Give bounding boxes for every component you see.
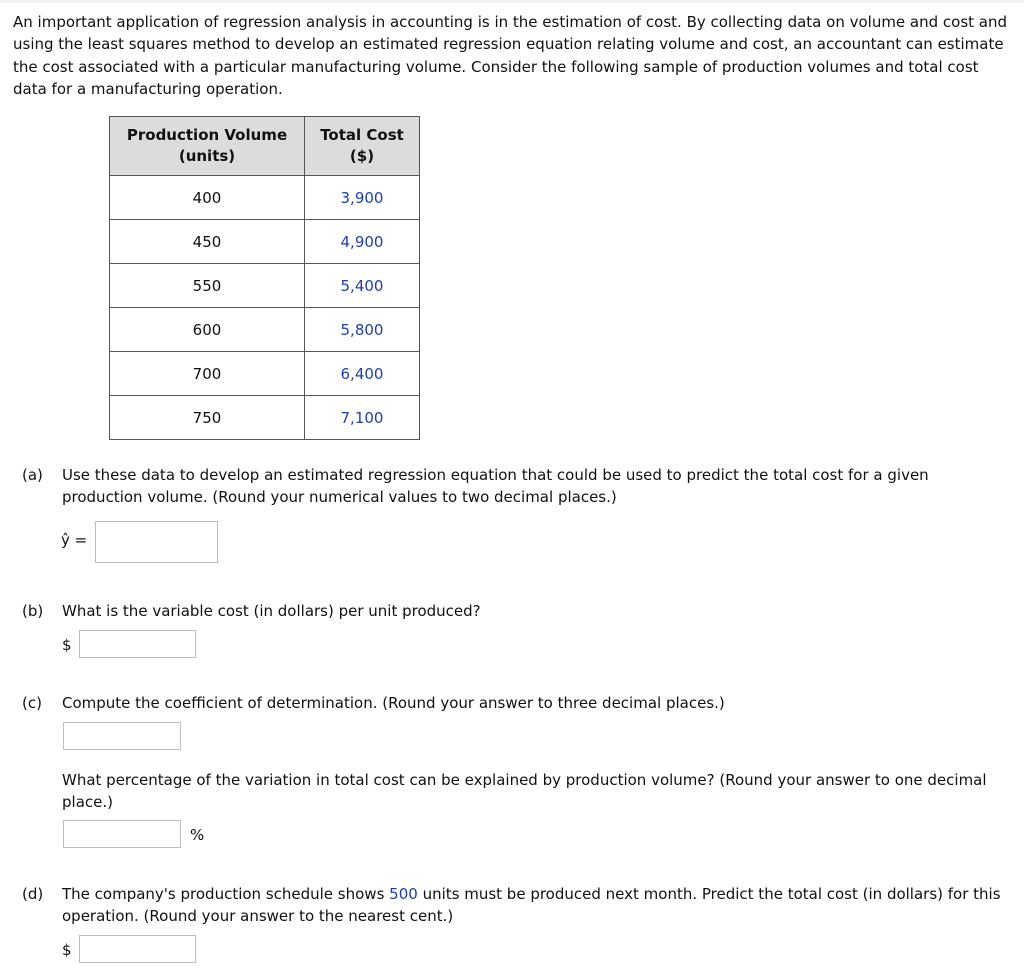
header-production-volume bbox=[110, 117, 305, 176]
table-row bbox=[110, 264, 420, 308]
header-volume-line2: (units) bbox=[178, 147, 236, 165]
question-b-letter: (b) bbox=[22, 602, 44, 620]
predicted-total-cost-input[interactable] bbox=[79, 935, 196, 963]
question-d-text bbox=[62, 883, 1002, 927]
top-divider bbox=[0, 0, 1024, 3]
table-row bbox=[110, 176, 420, 220]
y-hat-label: ŷ = bbox=[61, 531, 88, 549]
header-cost-line2: ($) bbox=[349, 147, 375, 165]
percentage-explained-input[interactable] bbox=[63, 820, 181, 848]
table-header-row bbox=[110, 117, 420, 176]
volume-cell: 600 bbox=[110, 308, 305, 352]
question-a-letter: (a) bbox=[22, 466, 43, 484]
header-volume-line1: Production Volume bbox=[126, 126, 288, 144]
table-row bbox=[110, 220, 420, 264]
intro-paragraph: An important application of regression analysis in accounting is in the estimation of cost. By collecting data on volume and cost and using the least squares method to develop an estimated regression equation relating volume and cost, an accountant can estimate the cost associated with a particular manufacturing volume. Consider the following sample of production volumes and total cost data for a manufacturing operation. bbox=[13, 13, 1008, 98]
regression-equation-input[interactable] bbox=[95, 521, 218, 563]
volume-cell: 450 bbox=[110, 220, 305, 264]
volume-cell: 750 bbox=[110, 396, 305, 440]
question-c-letter: (c) bbox=[22, 694, 42, 712]
cost-cell: 5,400 bbox=[305, 264, 420, 308]
volume-cell: 400 bbox=[110, 176, 305, 220]
coefficient-determination-input[interactable] bbox=[63, 722, 181, 750]
question-c-text: Compute the coefficient of determination. (Round your answer to three decimal places.) bbox=[62, 694, 725, 712]
question-b-text: What is the variable cost (in dollars) per unit produced? bbox=[62, 602, 481, 620]
cost-cell: 6,400 bbox=[305, 352, 420, 396]
question-d-text-after: units must be produced next month. Predict the total cost (in dollars) for this operation. (Round your answer to the nearest cent.) bbox=[62, 885, 1001, 925]
variable-cost-input[interactable] bbox=[79, 630, 196, 658]
dollar-sign-d: $ bbox=[62, 941, 72, 959]
question-a-text: Use these data to develop an estimated regression equation that could be used to predict the total cost for a given production volume. (Round your numerical values to two decimal places.) bbox=[62, 466, 929, 506]
question-d-letter: (d) bbox=[22, 885, 44, 903]
header-cost-line1: Total Cost bbox=[320, 126, 404, 144]
cost-cell: 4,900 bbox=[305, 220, 420, 264]
question-d-text-before: The company's production schedule shows bbox=[62, 885, 390, 903]
dollar-sign-b: $ bbox=[62, 636, 72, 654]
header-total-cost bbox=[305, 117, 420, 176]
table-row bbox=[110, 308, 420, 352]
table-row bbox=[110, 396, 420, 440]
volume-cell: 550 bbox=[110, 264, 305, 308]
question-c2-text: What percentage of the variation in total cost can be explained by production volume? (Round your answer to one decimal place.) bbox=[62, 771, 987, 811]
percent-sign: % bbox=[190, 826, 205, 844]
units-highlight: 500 bbox=[389, 885, 418, 903]
data-table bbox=[109, 116, 420, 440]
volume-cell: 700 bbox=[110, 352, 305, 396]
cost-cell: 5,800 bbox=[305, 308, 420, 352]
cost-cell: 7,100 bbox=[305, 396, 420, 440]
table-row bbox=[110, 352, 420, 396]
cost-cell: 3,900 bbox=[305, 176, 420, 220]
